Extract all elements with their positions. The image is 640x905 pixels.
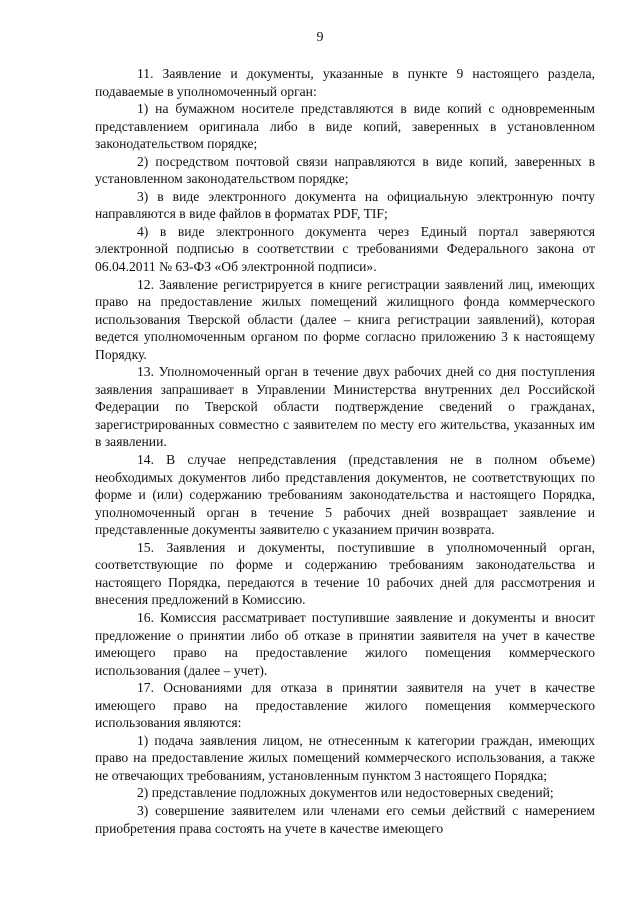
paragraph-11-item-4: 4) в виде электронного документа через Единый портал заверяются электронной подписью в соответствии с требованиями Федерального закона от 06.04.2011 № 63-ФЗ «Об электронной подписи». <box>95 223 595 275</box>
paragraph-14: 14. В случае непредставления (представления не в полном объеме) необходимых документов либо представления документов, не соответствующих по форме и (или) содержанию требованиям законодательства и настоящего Порядка, уполномоченный орган в течение 5 рабочих дней возвращает заявление и представленные документы заявителю с указанием причин возврата. <box>95 452 595 538</box>
page-number: 9 <box>316 30 324 45</box>
paragraph-11-item-1: 1) на бумажном носителе представляются в виде копий с одновременным представлением оригинала либо в виде копий, заверенных в установленном законодательством порядке; <box>95 101 595 152</box>
paragraph-17-item-2: 2) представление подложных документов или недостоверных сведений; <box>137 785 554 801</box>
paragraph-11: 11. Заявление и документы, указанные в пункте 9 настоящего раздела, подаваемые в уполномоченный орган: <box>95 66 595 99</box>
paragraph-17-item-1: 1) подача заявления лицом, не отнесенным к категории граждан, имеющих право на предоставление жилых помещений коммерческого использования, а также не отвечающих требованиям, установленным пунктом 3 настоящего Порядка; <box>95 732 595 783</box>
paragraph-16: 16. Комиссия рассматривает поступившие заявление и документы и вносит предложение о принятии либо об отказе в принятии заявителя на учет в качестве имеющего право на предоставление жилого помещения коммерческого использования (далее – учет). <box>95 609 595 678</box>
paragraph-17-item-3: 3) совершение заявителем или членами его семьи действий с намерением приобретения права состоять на учете в качестве имеющего <box>95 802 595 836</box>
paragraph-11-item-2: 2) посредством почтовой связи направляются в виде копий, заверенных в установленном законодательством порядке; <box>95 153 595 187</box>
paragraph-11-item-3: 3) в виде электронного документа на официальную электронную почту направляются в виде файлов в форматах PDF, TIF; <box>95 188 595 222</box>
document-body <box>95 65 595 837</box>
paragraph-12: 12. Заявление регистрируется в книге регистрации заявлений лиц, имеющих право на предоставление жилых помещений жилищного фонда коммерческого использования Тверской области (далее – книга регистрации заявлений), которая ведется уполномоченным органом по форме согласно приложению 3 к настоящему Порядку. <box>95 276 595 362</box>
paragraph-15: 15. Заявления и документы, поступившие в уполномоченный орган, соответствующие по форме и содержанию требованиям законодательства и настоящего Порядка, передаются в течение 10 рабочих дней для рассмотрения и внесения предложений в Комиссию. <box>95 539 595 608</box>
paragraph-13: 13. Уполномоченный орган в течение двух рабочих дней со дня поступления заявления запрашивает в Управлении Министерства внутренних дел Российской Федерации по Тверской области подтверждение сведений о гражданах, зарегистрированных совместно с заявителем по месту его жительства, указанных им в заявлении. <box>95 364 595 450</box>
paragraph-17: 17. Основаниями для отказа в принятии заявителя на учет в качестве имеющего право на предоставление жилого помещения коммерческого использования являются: <box>95 680 595 731</box>
